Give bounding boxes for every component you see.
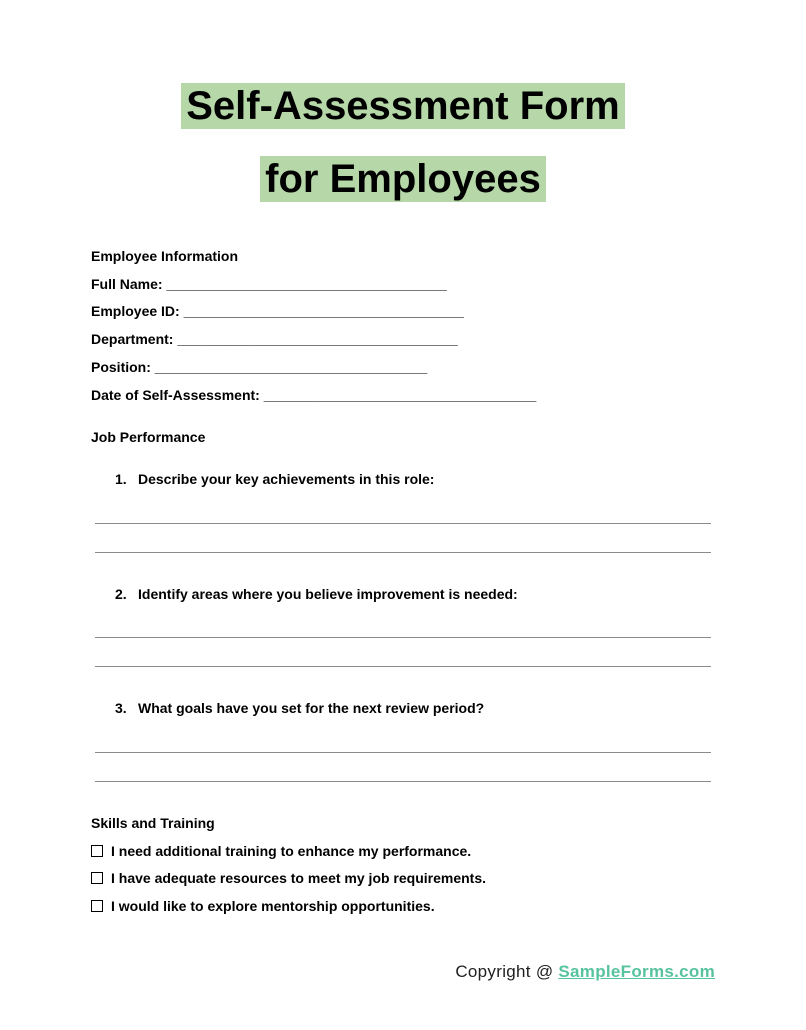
page-title <box>91 70 715 216</box>
field-blank-department[interactable]: ____________________________________ <box>177 331 458 348</box>
employee-info-heading: Employee Information <box>91 248 239 264</box>
copyright-text: Copyright @ <box>455 962 554 981</box>
checkbox-label-resources: I have adequate resources to meet my job requirements. <box>111 870 487 887</box>
field-full-name <box>91 271 715 299</box>
question-2-text: Identify areas where you believe improvement is needed: <box>138 585 518 602</box>
checkbox-row-training[interactable] <box>91 838 715 866</box>
job-performance-section <box>91 424 715 782</box>
checkbox-row-resources[interactable] <box>91 865 715 893</box>
employee-info-section <box>91 243 715 409</box>
question-1-number: 1. <box>115 470 127 487</box>
field-position <box>91 354 715 382</box>
question-2-answer-line-2[interactable] <box>95 666 711 667</box>
field-blank-position[interactable]: ___________________________________ <box>154 358 428 375</box>
question-1-text: Describe your key achievements in this role: <box>138 470 435 487</box>
skills-training-section <box>91 810 715 921</box>
field-blank-employee-id[interactable]: ____________________________________ <box>183 303 464 320</box>
field-label-employee-id: Employee ID: <box>91 303 180 320</box>
field-department <box>91 326 715 354</box>
field-blank-full-name[interactable]: ____________________________________ <box>166 275 447 292</box>
question-3-answer-line-1[interactable] <box>95 752 711 753</box>
question-2 <box>91 581 715 609</box>
checkbox-icon[interactable] <box>91 900 103 912</box>
footer <box>455 962 715 982</box>
title-line-2: for Employees <box>260 156 546 202</box>
checkbox-label-training: I need additional training to enhance my performance. <box>111 842 472 859</box>
field-label-position: Position: <box>91 358 151 375</box>
checkbox-row-mentorship[interactable] <box>91 893 715 921</box>
question-1 <box>91 466 715 494</box>
question-1-answer-line-1[interactable] <box>95 523 711 524</box>
field-blank-date[interactable]: ___________________________________ <box>263 386 537 403</box>
sampleforms-link[interactable]: SampleForms.com <box>558 962 715 981</box>
question-2-number: 2. <box>115 585 127 602</box>
field-label-full-name: Full Name: <box>91 275 163 292</box>
question-2-answer-line-1[interactable] <box>95 637 711 638</box>
question-3-text: What goals have you set for the next review period? <box>138 700 485 717</box>
checkbox-icon[interactable] <box>91 845 103 857</box>
skills-training-heading: Skills and Training <box>91 815 215 832</box>
field-date-of-self-assessment <box>91 382 715 410</box>
checkbox-icon[interactable] <box>91 872 103 884</box>
question-3 <box>91 695 715 723</box>
title-line-1: Self-Assessment Form <box>181 83 624 129</box>
field-label-department: Department: <box>91 331 174 348</box>
question-1-answer-line-2[interactable] <box>95 552 711 553</box>
question-3-number: 3. <box>115 700 127 717</box>
job-performance-heading: Job Performance <box>91 429 206 446</box>
field-employee-id <box>91 298 715 326</box>
checkbox-label-mentorship: I would like to explore mentorship opportunities. <box>111 898 435 915</box>
field-label-date: Date of Self-Assessment: <box>91 386 260 403</box>
question-3-answer-line-2[interactable] <box>95 781 711 782</box>
